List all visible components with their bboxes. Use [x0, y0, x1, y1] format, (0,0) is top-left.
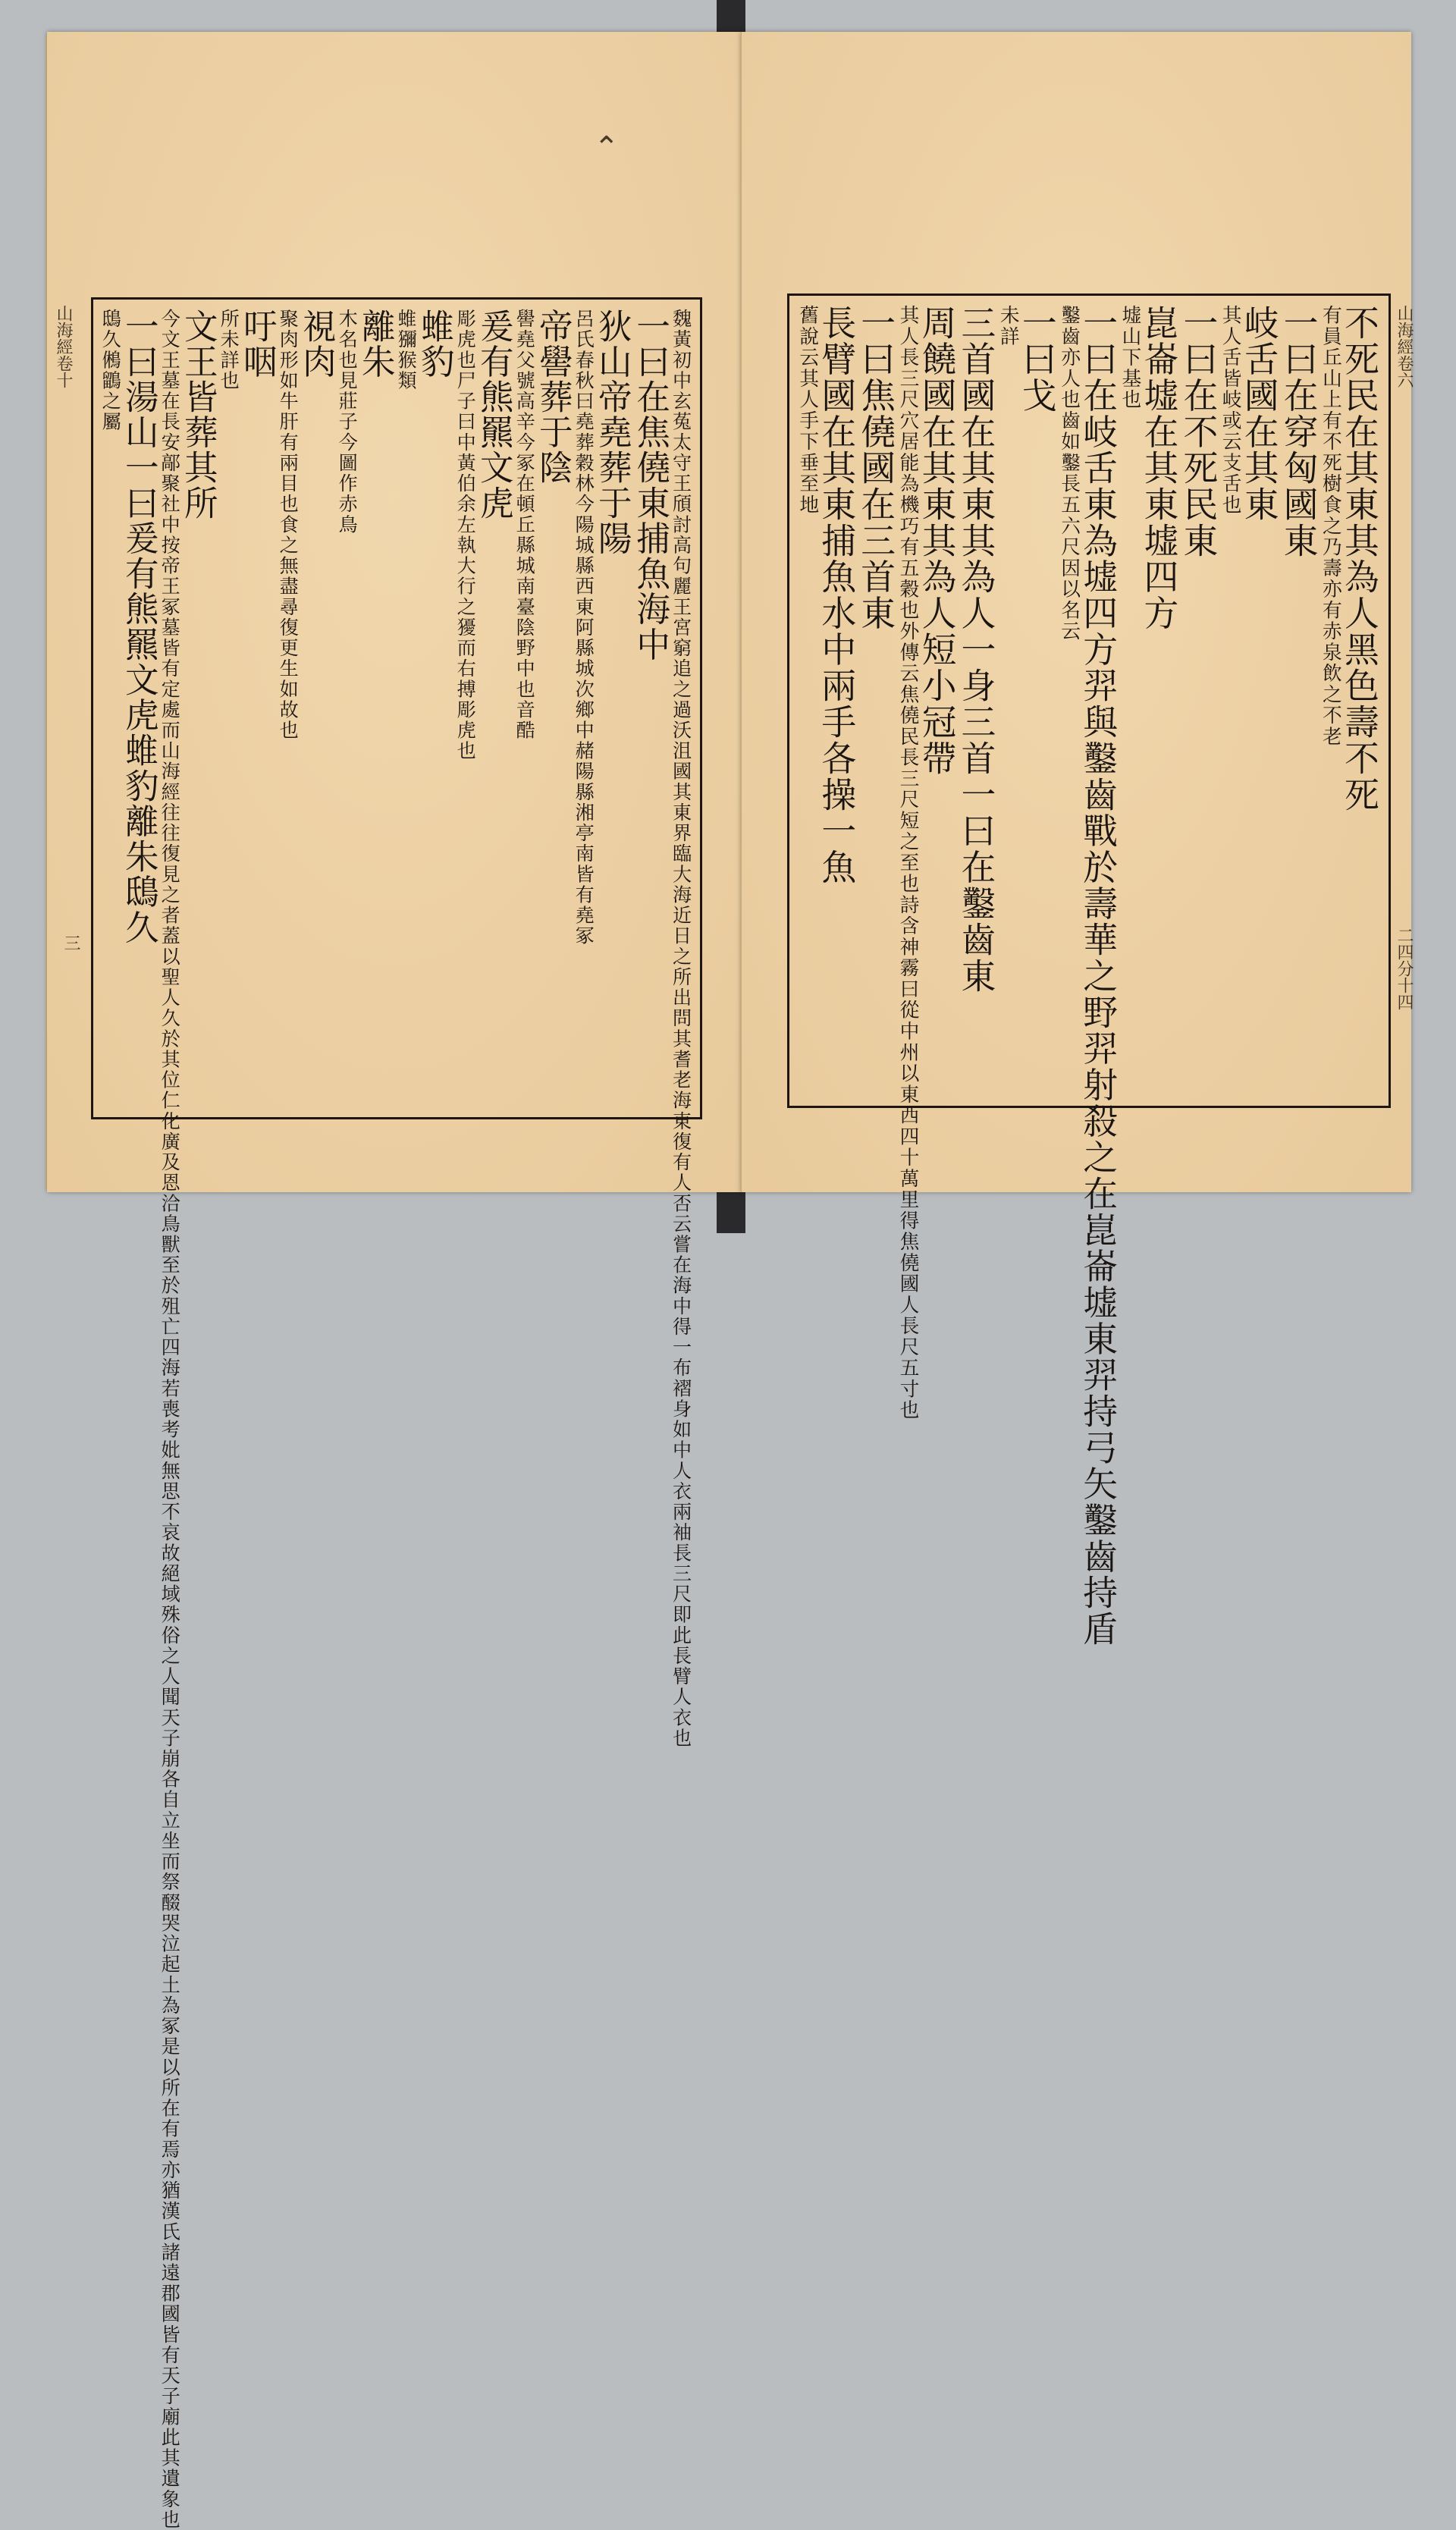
- left-column-big: 視肉: [297, 309, 337, 380]
- left-column-big: 吁咽: [237, 309, 278, 380]
- left-column-big: 一曰在焦僥東捕魚海中: [630, 309, 670, 663]
- left-column-small: 魏黃初中玄菟太守王頎討高句麗王宮窮追之過沃沮國其東界臨大海近日之所出問其耆老海東復有人否云嘗在海中得一布褶身如中人衣兩袖長三尺即此長臂人衣也: [670, 309, 692, 1749]
- right-column-big: 周饒國在其東其為人短小冠帶: [916, 305, 958, 777]
- right-column-big: 崑崙墟在其東墟四方: [1138, 305, 1180, 632]
- right-column-big: 不死民在其東其為人黑色壽不死: [1338, 305, 1380, 813]
- right-column-big: 三首國在其東其為人一身三首一曰在鑿齒東: [956, 305, 997, 994]
- right-column-small: 有員丘山上有不死樹食之乃壽亦有赤泉飲之不老: [1319, 305, 1342, 747]
- right-column-small: 其人長三尺穴居能為機巧有五穀也外傳云焦僥民長三尺短之至也詩含神霧曰從中州以東西四十萬里得焦僥國人長尺五寸也: [896, 305, 919, 1421]
- left-column-small: 今文王墓在長安鄗聚社中按帝王冢墓皆有定處而山海經往往復見之者蓋以聖人久於其位仁化廣及恩洽鳥獸至於殂亡四海若喪考妣無思不哀故絕域殊俗之人聞天子崩各自立坐而祭醊哭泣起土為冢是以所在有焉亦猶漢氏諸遠郡國皆有天子廟此其遺象也: [158, 309, 181, 2530]
- right-column-big: 一曰焦僥國在三首東: [855, 305, 897, 632]
- right-column-small: 鑿齒亦人也齒如鑿長五六尺因以名云: [1057, 305, 1081, 642]
- right-margin-number: 二四分十四: [1395, 927, 1414, 1010]
- right-column-big: 一曰戈: [1016, 305, 1058, 414]
- left-column-big: 狄山帝堯葬于陽: [592, 309, 632, 557]
- left-column-small: 彫虎也尸子曰中黃伯余左執大行之獶而右搏彫虎也: [454, 309, 477, 761]
- left-margin-number: 三: [61, 934, 80, 951]
- left-column-small: 蜼獼猴類: [395, 309, 418, 391]
- left-column-small: 呂氏春秋曰堯葬穀林今陽城縣西東阿縣城次鄉中赭陽縣湘亭南皆有堯冢: [573, 309, 595, 946]
- right-column-small: 墟山下基也: [1118, 305, 1141, 410]
- right-column-small: 其人舌皆岐或云支舌也: [1219, 305, 1242, 516]
- left-column-big: 文王皆葬其所: [178, 309, 218, 521]
- left-column-big: 爰有熊羆文虎: [474, 309, 514, 521]
- right-column-big: 長臂國在其東捕魚水中兩手各操一魚: [816, 305, 858, 886]
- right-column-small: 舊說云其人手下垂至地: [795, 305, 819, 516]
- left-column-big: 一曰湯山一曰爰有熊羆文虎蜼豹離朱鴟久: [119, 309, 159, 946]
- right-column-big: 一曰在穿匈國東: [1278, 305, 1320, 559]
- left-column-big: 蜼豹: [415, 309, 455, 380]
- crease-mark: ⌃: [594, 130, 620, 165]
- right-column-big: 岐舌國在其東: [1238, 305, 1280, 523]
- left-column-small: 聚肉形如牛肝有兩目也食之無盡尋復更生如故也: [277, 309, 300, 741]
- right-column-small: 未詳: [996, 305, 1020, 347]
- right-column-big: 一曰在岐舌東為墟四方羿與鑿齒戰於壽華之野羿射殺之在崑崙墟東羿持弓矢鑿齒持盾: [1078, 305, 1119, 1648]
- left-margin-title: 山海經卷十: [54, 305, 73, 388]
- left-page: [47, 32, 742, 2530]
- left-column-small: 木名也見莊子今圖作赤鳥: [336, 309, 359, 535]
- left-column-big: 帝嚳葬于陰: [533, 309, 573, 486]
- left-column-big: 離朱: [356, 309, 396, 380]
- left-column-small: 鴟久鵂鶹之屬: [99, 309, 122, 432]
- left-column-small: 所未詳也: [218, 309, 240, 391]
- left-column-small: 嚳堯父號高辛今冢在頓丘縣城南臺陰野中也音酷: [513, 309, 536, 741]
- right-margin-title: 山海經卷六: [1395, 305, 1414, 388]
- right-column-big: 一曰在不死民東: [1178, 305, 1219, 559]
